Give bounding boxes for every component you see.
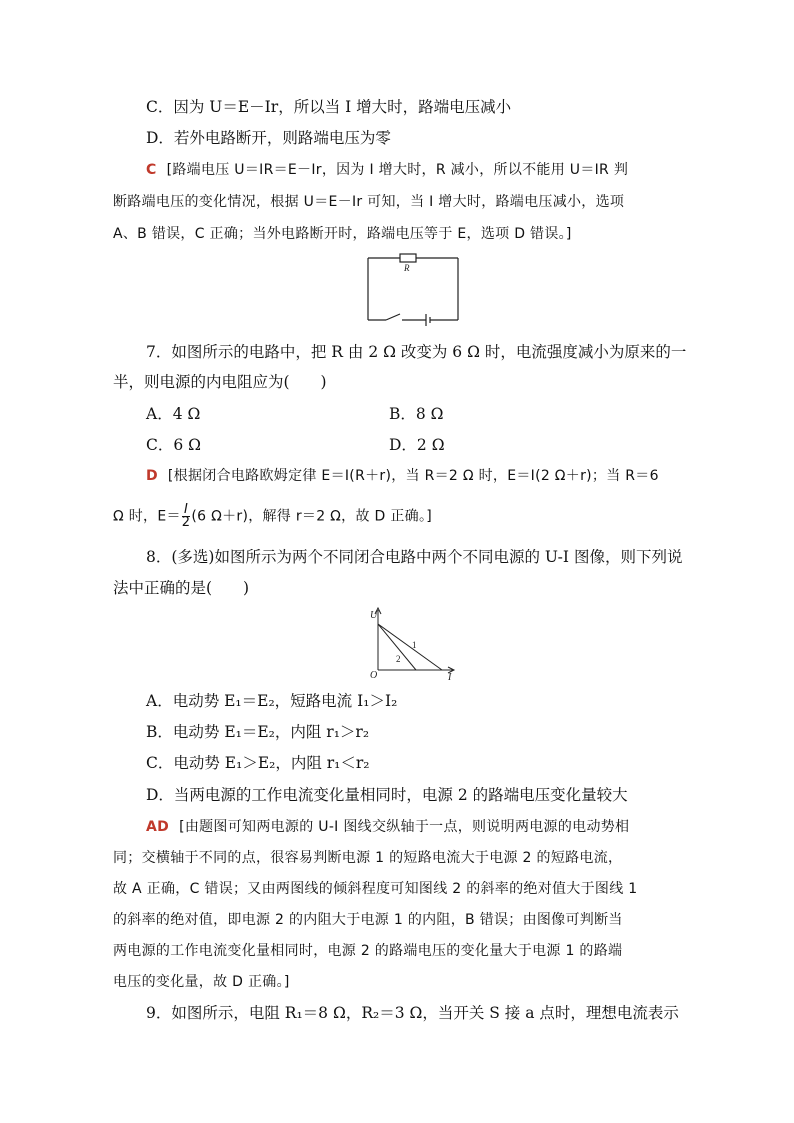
q8-explanation-line-5: 两电源的工作电流变化量相同时，电源 2 的路端电压的变化量大于电源 1 的路端: [113, 943, 623, 959]
q7-explanation-line-2: [113, 504, 432, 529]
q7-exp-text-1: [根据闭合电路欧姆定律 E＝I(R＋r)，当 R＝2 Ω 时，E＝I(2 Ω＋r)；当 R＝6: [167, 468, 659, 484]
fraction-denominator: 2: [181, 515, 191, 530]
resistor-symbol: [400, 254, 416, 262]
q8-option-b: B．电动势 E₁＝E₂，内阻 r₁＞r₂: [146, 723, 370, 741]
q8-stem-line-1: 8．(多选)如图所示为两个不同闭合电路中两个不同电源的 U-I 图像，则下列说: [146, 548, 683, 566]
q8-option-d: D．当两电源的工作电流变化量相同时，电源 2 的路端电压变化量较大: [146, 786, 628, 804]
q8-explanation-line-3: 故 A 正确，C 错误；又由两图线的倾斜程度可知图线 2 的斜率的绝对值大于图线 1: [113, 881, 638, 897]
u-i-graph: [364, 604, 460, 682]
resistor-label: R: [404, 263, 410, 273]
q7-exp-text-2a: Ω 时，E＝: [113, 508, 181, 525]
q9-stem-line-1: 9．如图所示，电阻 R₁＝8 Ω，R₂＝3 Ω，当开关 S 接 a 点时，理想电流表示: [146, 1004, 679, 1022]
q7-option-a: A．4 Ω: [146, 405, 201, 423]
q8-option-a: A．电动势 E₁＝E₂，短路电流 I₁＞I₂: [146, 692, 398, 710]
fraction-numerator: I: [182, 504, 191, 517]
q7-stem-line-1: 7．如图所示的电路中，把 R 由 2 Ω 改变为 6 Ω 时，电流强度减小为原来的一: [146, 343, 687, 361]
q8-exp-text-1: [由题图可知两电源的 U-I 图线交纵轴于一点，则说明两电源的电动势相: [179, 819, 630, 835]
q6-explanation-line-2: 断路端电压的变化情况，根据 U＝E－Ir 可知，当 I 增大时，路端电压减小，选项: [113, 194, 625, 210]
q7-option-c: C．6 Ω: [146, 436, 201, 454]
q8-option-c: C．电动势 E₁＞E₂，内阻 r₁＜r₂: [146, 754, 370, 772]
circuit-diagram: [360, 252, 464, 326]
q6-exp-text-1: [路端电压 U＝IR＝E－Ir，因为 I 增大时，R 减小，所以不能用 U＝IR 判: [166, 162, 629, 178]
q6-option-d: D．若外电路断开，则路端电压为零: [146, 129, 391, 147]
switch-symbol: [386, 314, 400, 320]
q8-stem-line-2: 法中正确的是( ): [113, 579, 250, 597]
q6-explanation-line-3: A、B 错误，C 正确；当外电路断开时，路端电压等于 E，选项 D 错误。]: [113, 226, 572, 242]
q7-explanation-line-1: [146, 466, 659, 486]
q8-explanation-line-1: [146, 817, 629, 837]
q6-answer-key: C: [146, 162, 157, 178]
y-axis-label: U: [370, 610, 378, 621]
q6-option-c: C．因为 U＝E－Ir，所以当 I 增大时，路端电压减小: [146, 98, 512, 116]
fraction-i-over-2: [182, 504, 191, 529]
q7-answer-key: D: [146, 468, 158, 484]
q8-answer-key: AD: [146, 819, 170, 835]
q8-explanation-line-4: 的斜率的绝对值，即电源 2 的内阻大于电源 1 的内阻，B 错误；由图像可判断当: [113, 912, 623, 928]
q8-explanation-line-6: 电压的变化量，故 D 正确。]: [113, 974, 290, 990]
q6-explanation-line-1: [146, 160, 628, 180]
q7-stem-line-2: 半，则电源的内电阻应为( ): [113, 373, 327, 391]
q7-option-b: B．8 Ω: [389, 405, 444, 423]
origin-label: O: [370, 670, 378, 681]
line-1-label: 1: [412, 640, 417, 650]
q8-explanation-line-2: 同；交横轴于不同的点，很容易判断电源 1 的短路电流大于电源 2 的短路电流，: [113, 850, 623, 866]
q7-option-d: D．2 Ω: [389, 436, 445, 454]
x-axis-label: I: [448, 672, 452, 682]
q7-exp-text-2b: (6 Ω＋r)，解得 r＝2 Ω，故 D 正确。]: [191, 508, 433, 525]
line-2-label: 2: [396, 654, 401, 664]
